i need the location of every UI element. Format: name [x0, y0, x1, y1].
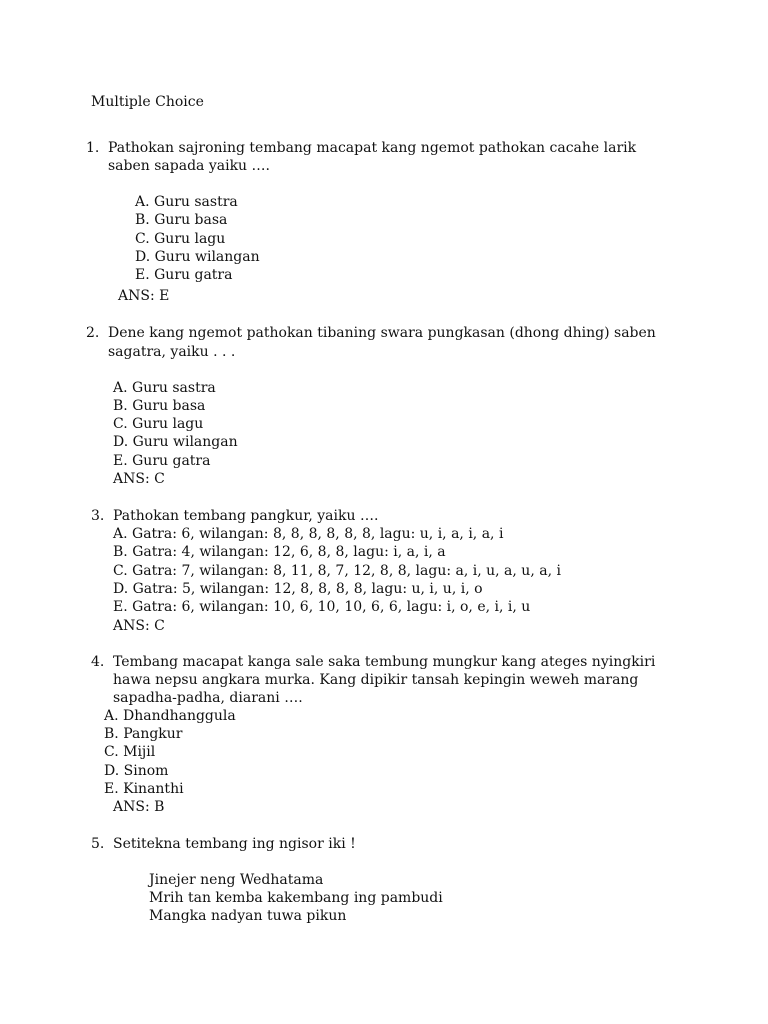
option-e: E. Guru gatra: [113, 453, 211, 469]
question-text-line: sagatra, yaiku . . .: [108, 344, 236, 360]
question-text-line: Dene kang ngemot pathokan tibaning swara pungkasan (dhong dhing) saben: [108, 325, 656, 341]
option-b: B. Guru basa: [135, 212, 228, 228]
option-d: D. Guru wilangan: [135, 249, 260, 265]
question-number: 3.: [91, 508, 105, 524]
answer-key: ANS: E: [118, 288, 170, 304]
option-c: C. Guru lagu: [135, 231, 226, 247]
question-text-line: Setitekna tembang ing ngisor iki !: [113, 836, 356, 852]
question-text-line: Tembang macapat kanga sale saka tembung mungkur kang ateges nyingkiri: [113, 654, 656, 670]
question-text-line: hawa nepsu angkara murka. Kang dipikir tansah kepingin weweh marang: [113, 672, 639, 688]
question-text-line: saben sapada yaiku ….: [108, 158, 270, 174]
option-b: B. Guru basa: [113, 398, 206, 414]
option-e: E. Guru gatra: [135, 267, 233, 283]
option-e: E. Kinanthi: [104, 781, 184, 797]
poem-line: Jinejer neng Wedhatama: [149, 872, 324, 888]
option-a: A. Guru sastra: [135, 194, 238, 210]
answer-key: ANS: C: [113, 618, 165, 634]
option-c: C. Gatra: 7, wilangan: 8, 11, 8, 7, 12, 8, 8, lagu: a, i, u, a, u, a, i: [113, 563, 561, 579]
question-text-line: sapadha-padha, diarani ….: [113, 690, 303, 706]
option-d: D. Gatra: 5, wilangan: 12, 8, 8, 8, 8, lagu: u, i, u, i, o: [113, 581, 483, 597]
poem-line: Mrih tan kemba kakembang ing pambudi: [149, 890, 443, 906]
option-c: C. Guru lagu: [113, 416, 204, 432]
option-a: A. Dhandhanggula: [104, 708, 236, 724]
answer-key: ANS: B: [113, 799, 165, 815]
question-number: 1.: [86, 140, 100, 156]
question-text-line: Pathokan tembang pangkur, yaiku ….: [113, 508, 379, 524]
option-c: C. Mijil: [104, 744, 156, 760]
option-a: A. Guru sastra: [113, 380, 216, 396]
option-d: D. Sinom: [104, 763, 169, 779]
poem-line: Mangka nadyan tuwa pikun: [149, 908, 347, 924]
answer-key: ANS: C: [113, 471, 165, 487]
option-a: A. Gatra: 6, wilangan: 8, 8, 8, 8, 8, 8, lagu: u, i, a, i, a, i: [113, 526, 504, 542]
option-b: B. Gatra: 4, wilangan: 12, 6, 8, 8, lagu: i, a, i, a: [113, 544, 446, 560]
question-text-line: Pathokan sajroning tembang macapat kang ngemot pathokan cacahe larik: [108, 140, 637, 156]
question-number: 4.: [91, 654, 105, 670]
option-e: E. Gatra: 6, wilangan: 10, 6, 10, 10, 6, 6, lagu: i, o, e, i, i, u: [113, 599, 531, 615]
question-number: 5.: [91, 836, 105, 852]
option-d: D. Guru wilangan: [113, 434, 238, 450]
page-title: Multiple Choice: [91, 94, 204, 110]
option-b: B. Pangkur: [104, 726, 183, 742]
question-number: 2.: [86, 325, 100, 341]
